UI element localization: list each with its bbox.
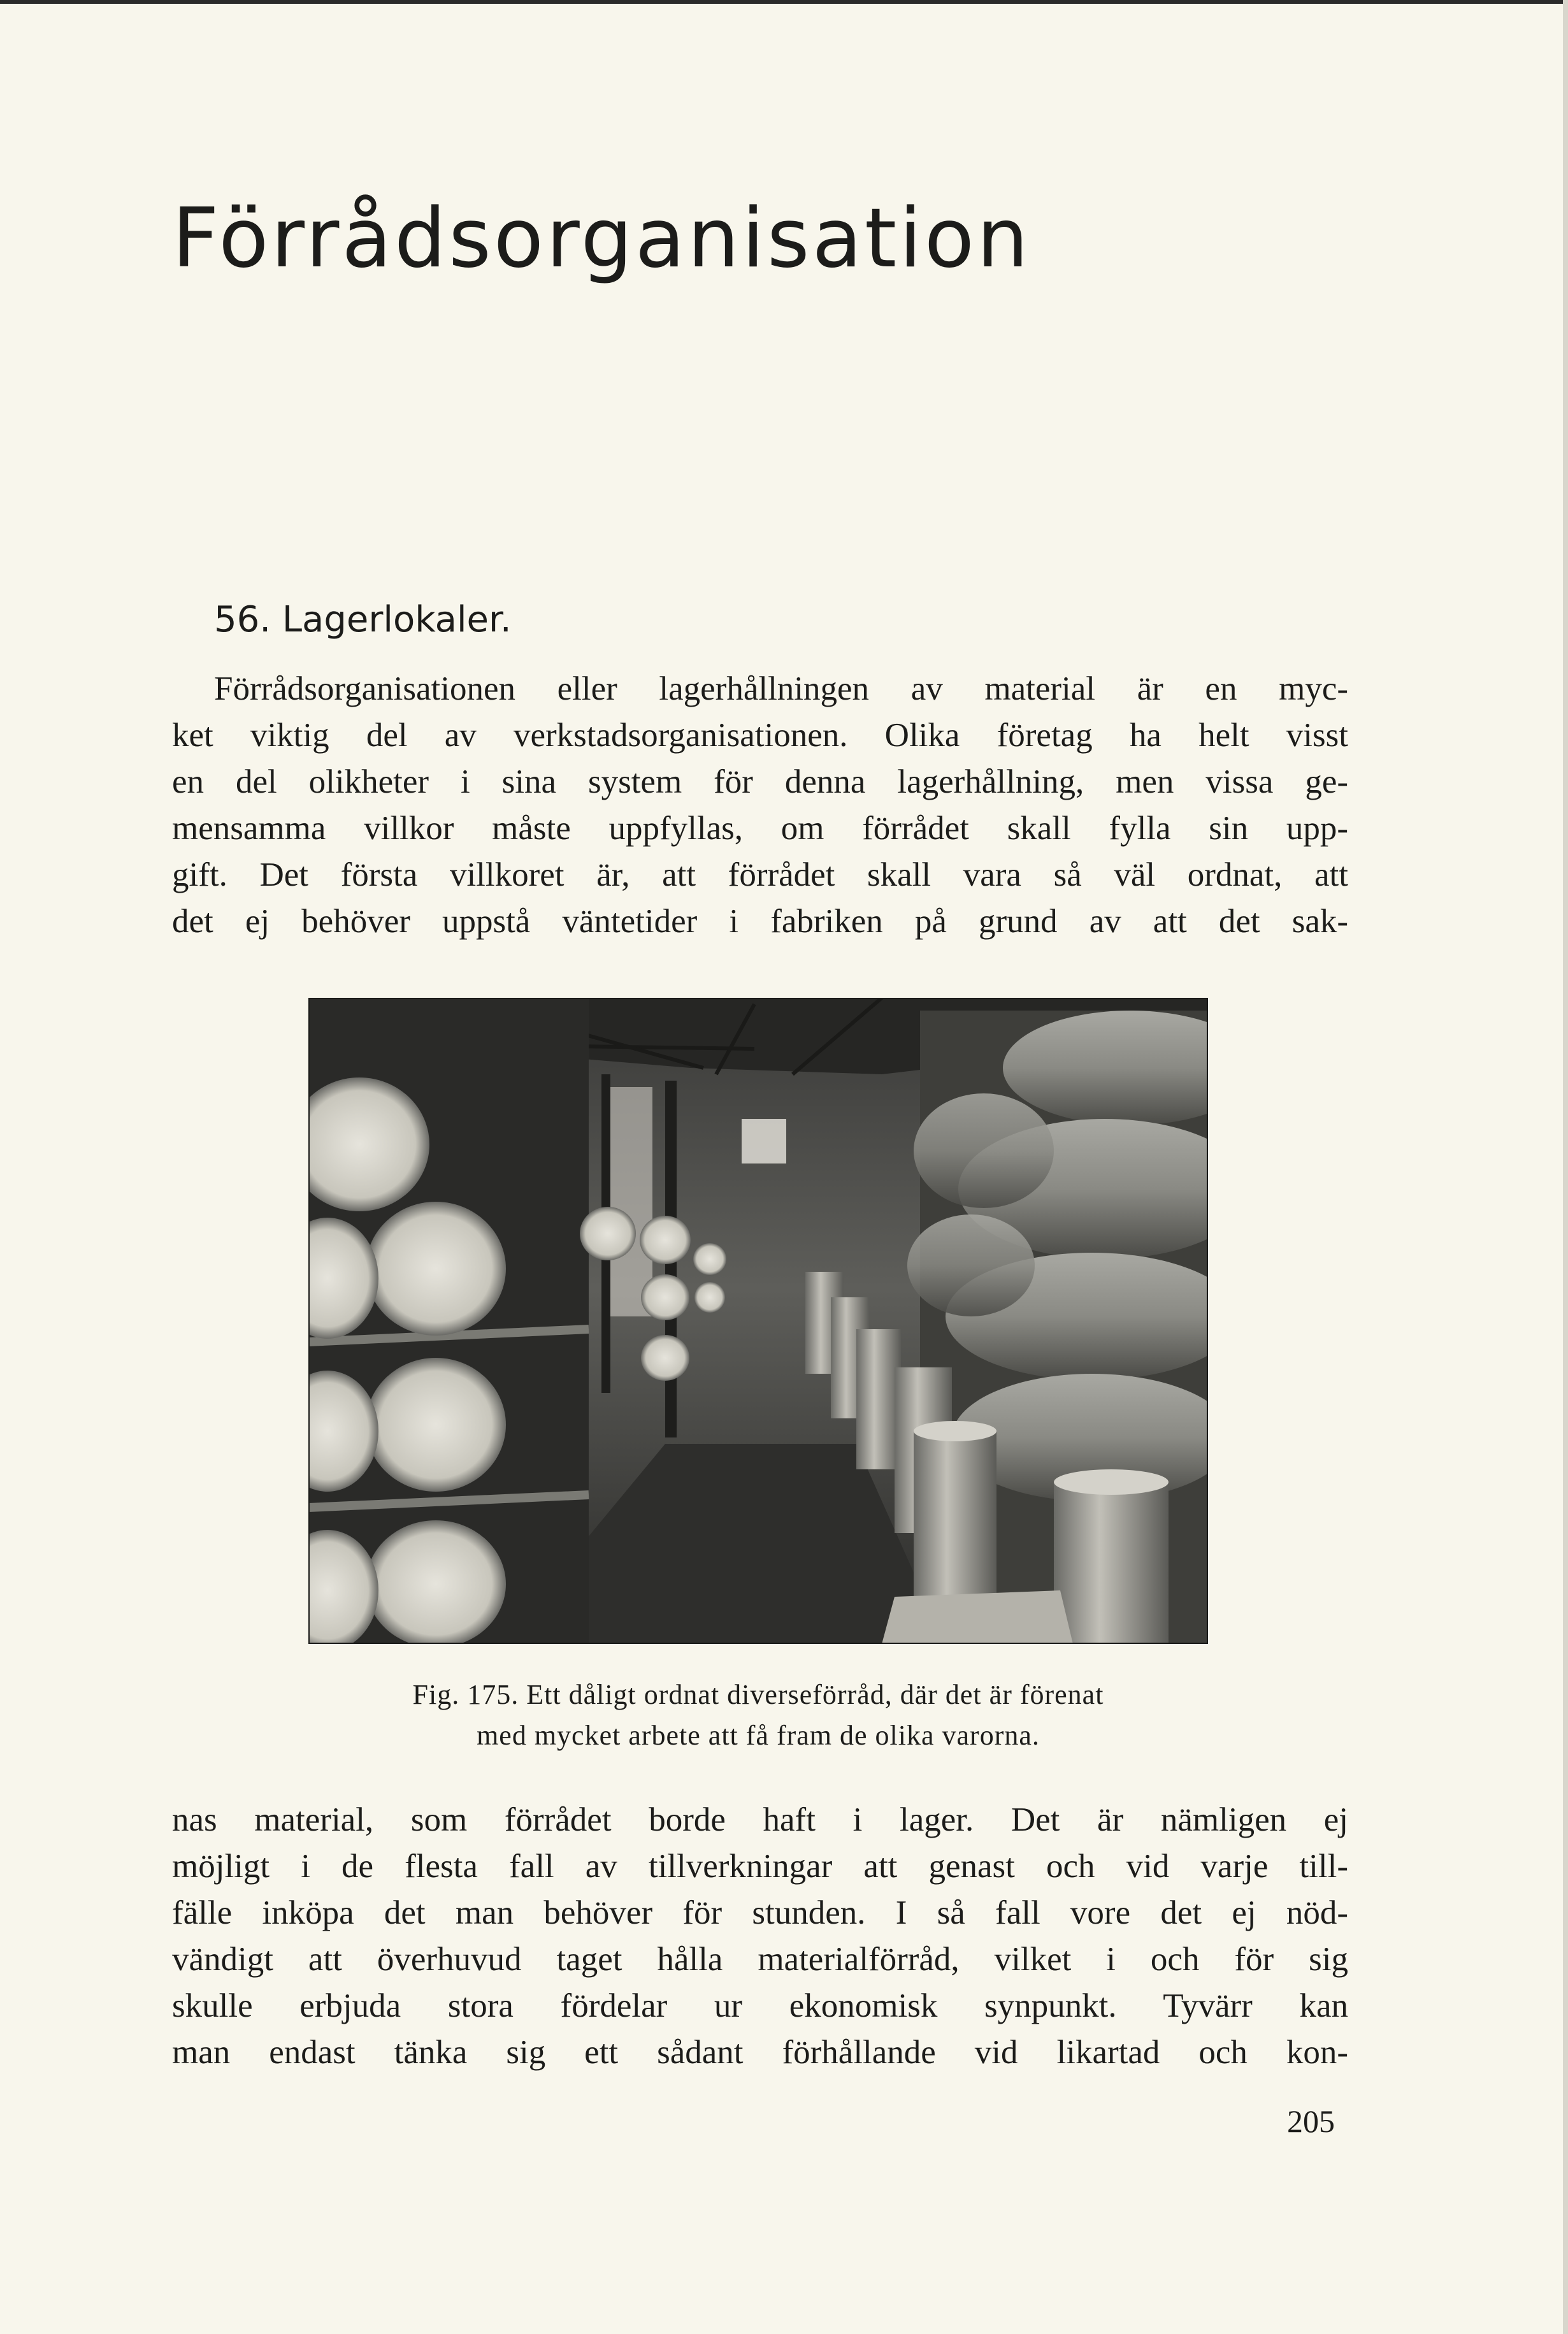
paragraph-line: fälle inköpa det man behöver för stunden. I så fall vore det ej nöd- [172,1894,1348,1931]
paragraph-line: mensamma villkor måste uppfyllas, om förrådet skall fylla sin upp- [172,810,1348,847]
paragraph-1 [172,666,1348,945]
paragraph-line: vändigt att överhuvud taget hålla materialförråd, vilket i och för sig [172,1941,1348,1978]
paragraph-line: möjligt i de flesta fall av tillverkningar att genast och vid varje till- [172,1848,1348,1885]
caption-line: med mycket arbete att få fram de olika varorna. [477,1720,1040,1751]
paragraph-line: nas material, som förrådet borde haft i lager. Det är nämligen ej [172,1801,1348,1838]
paragraph-line: skulle erbjuda stora fördelar ur ekonomisk synpunkt. Tyvärr kan [172,1987,1348,2024]
figure-caption [268,1675,1249,1756]
page-number: 205 [1287,2103,1335,2139]
paragraph-line: en del olikheter i sina system för denna lagerhållning, men vissa ge- [172,763,1348,800]
page-top-edge [0,0,1568,4]
paragraph-line: man endast tänka sig ett sådant förhållande vid likartad och kon- [172,2034,1348,2071]
paragraph-line: ket viktig del av verkstadsorganisationen. Olika företag ha helt visst [172,717,1348,754]
page-right-edge [1563,0,1568,2334]
warehouse-photo [308,998,1208,1644]
paragraph-line: Förrådsorganisationen eller lagerhållningen av material är en myc- [214,670,1348,707]
paragraph-line: det ej behöver uppstå väntetider i fabriken på grund av att det sak- [172,903,1348,940]
section-heading: 56. Lagerlokaler. [214,599,512,640]
paragraph-2 [172,1797,1348,2076]
paragraph-line: gift. Det första villkoret är, att förrådet skall vara så väl ordnat, att [172,856,1348,893]
chapter-title: Förrådsorganisation [172,191,1032,286]
caption-line: Fig. 175. Ett dåligt ordnat diverseförråd, där det är förenat [412,1679,1104,1710]
